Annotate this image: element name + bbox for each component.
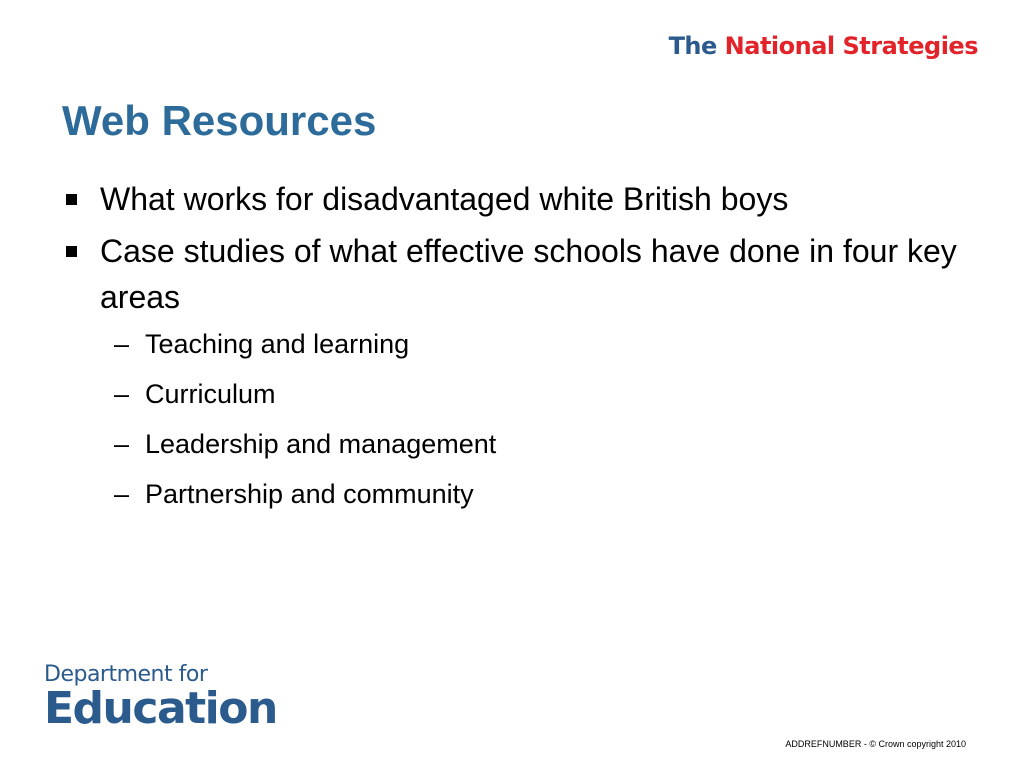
sub-bullet-item bbox=[62, 426, 982, 462]
footer-copyright: ADDREFNUMBER - © Crown copyright 2010 bbox=[785, 739, 966, 749]
bullet-item bbox=[62, 228, 982, 320]
bullet-list bbox=[62, 176, 982, 526]
sub-bullet-text: Curriculum bbox=[145, 379, 276, 409]
bullet-text: What works for disadvantaged white British boys bbox=[100, 181, 789, 217]
dash-bullet-icon: – bbox=[114, 329, 130, 359]
dfe-logo-line1: Department for bbox=[44, 662, 208, 687]
dfe-logo-line2: Education bbox=[44, 683, 277, 734]
department-for-education-logo bbox=[44, 662, 277, 734]
dash-bullet-icon: – bbox=[114, 479, 130, 509]
bullet-text: Case studies of what effective schools have done in four key areas bbox=[100, 233, 957, 315]
sub-bullet-text: Partnership and community bbox=[145, 479, 474, 509]
dash-bullet-icon: – bbox=[114, 429, 130, 459]
slide-title: Web Resources bbox=[62, 97, 377, 144]
sub-bullet-text: Teaching and learning bbox=[145, 329, 410, 359]
national-strategies-logo bbox=[669, 32, 978, 60]
logo-national-strategies-text: National Strategies bbox=[724, 32, 978, 60]
dash-bullet-icon: – bbox=[114, 379, 130, 409]
square-bullet-icon bbox=[66, 194, 77, 205]
bullet-item bbox=[62, 176, 982, 222]
square-bullet-icon bbox=[66, 246, 77, 257]
logo-the-text: The bbox=[668, 32, 717, 60]
sub-bullet-item bbox=[62, 326, 982, 362]
sub-bullet-text: Leadership and management bbox=[145, 429, 497, 459]
sub-bullet-item bbox=[62, 476, 982, 512]
sub-bullet-item bbox=[62, 376, 982, 412]
